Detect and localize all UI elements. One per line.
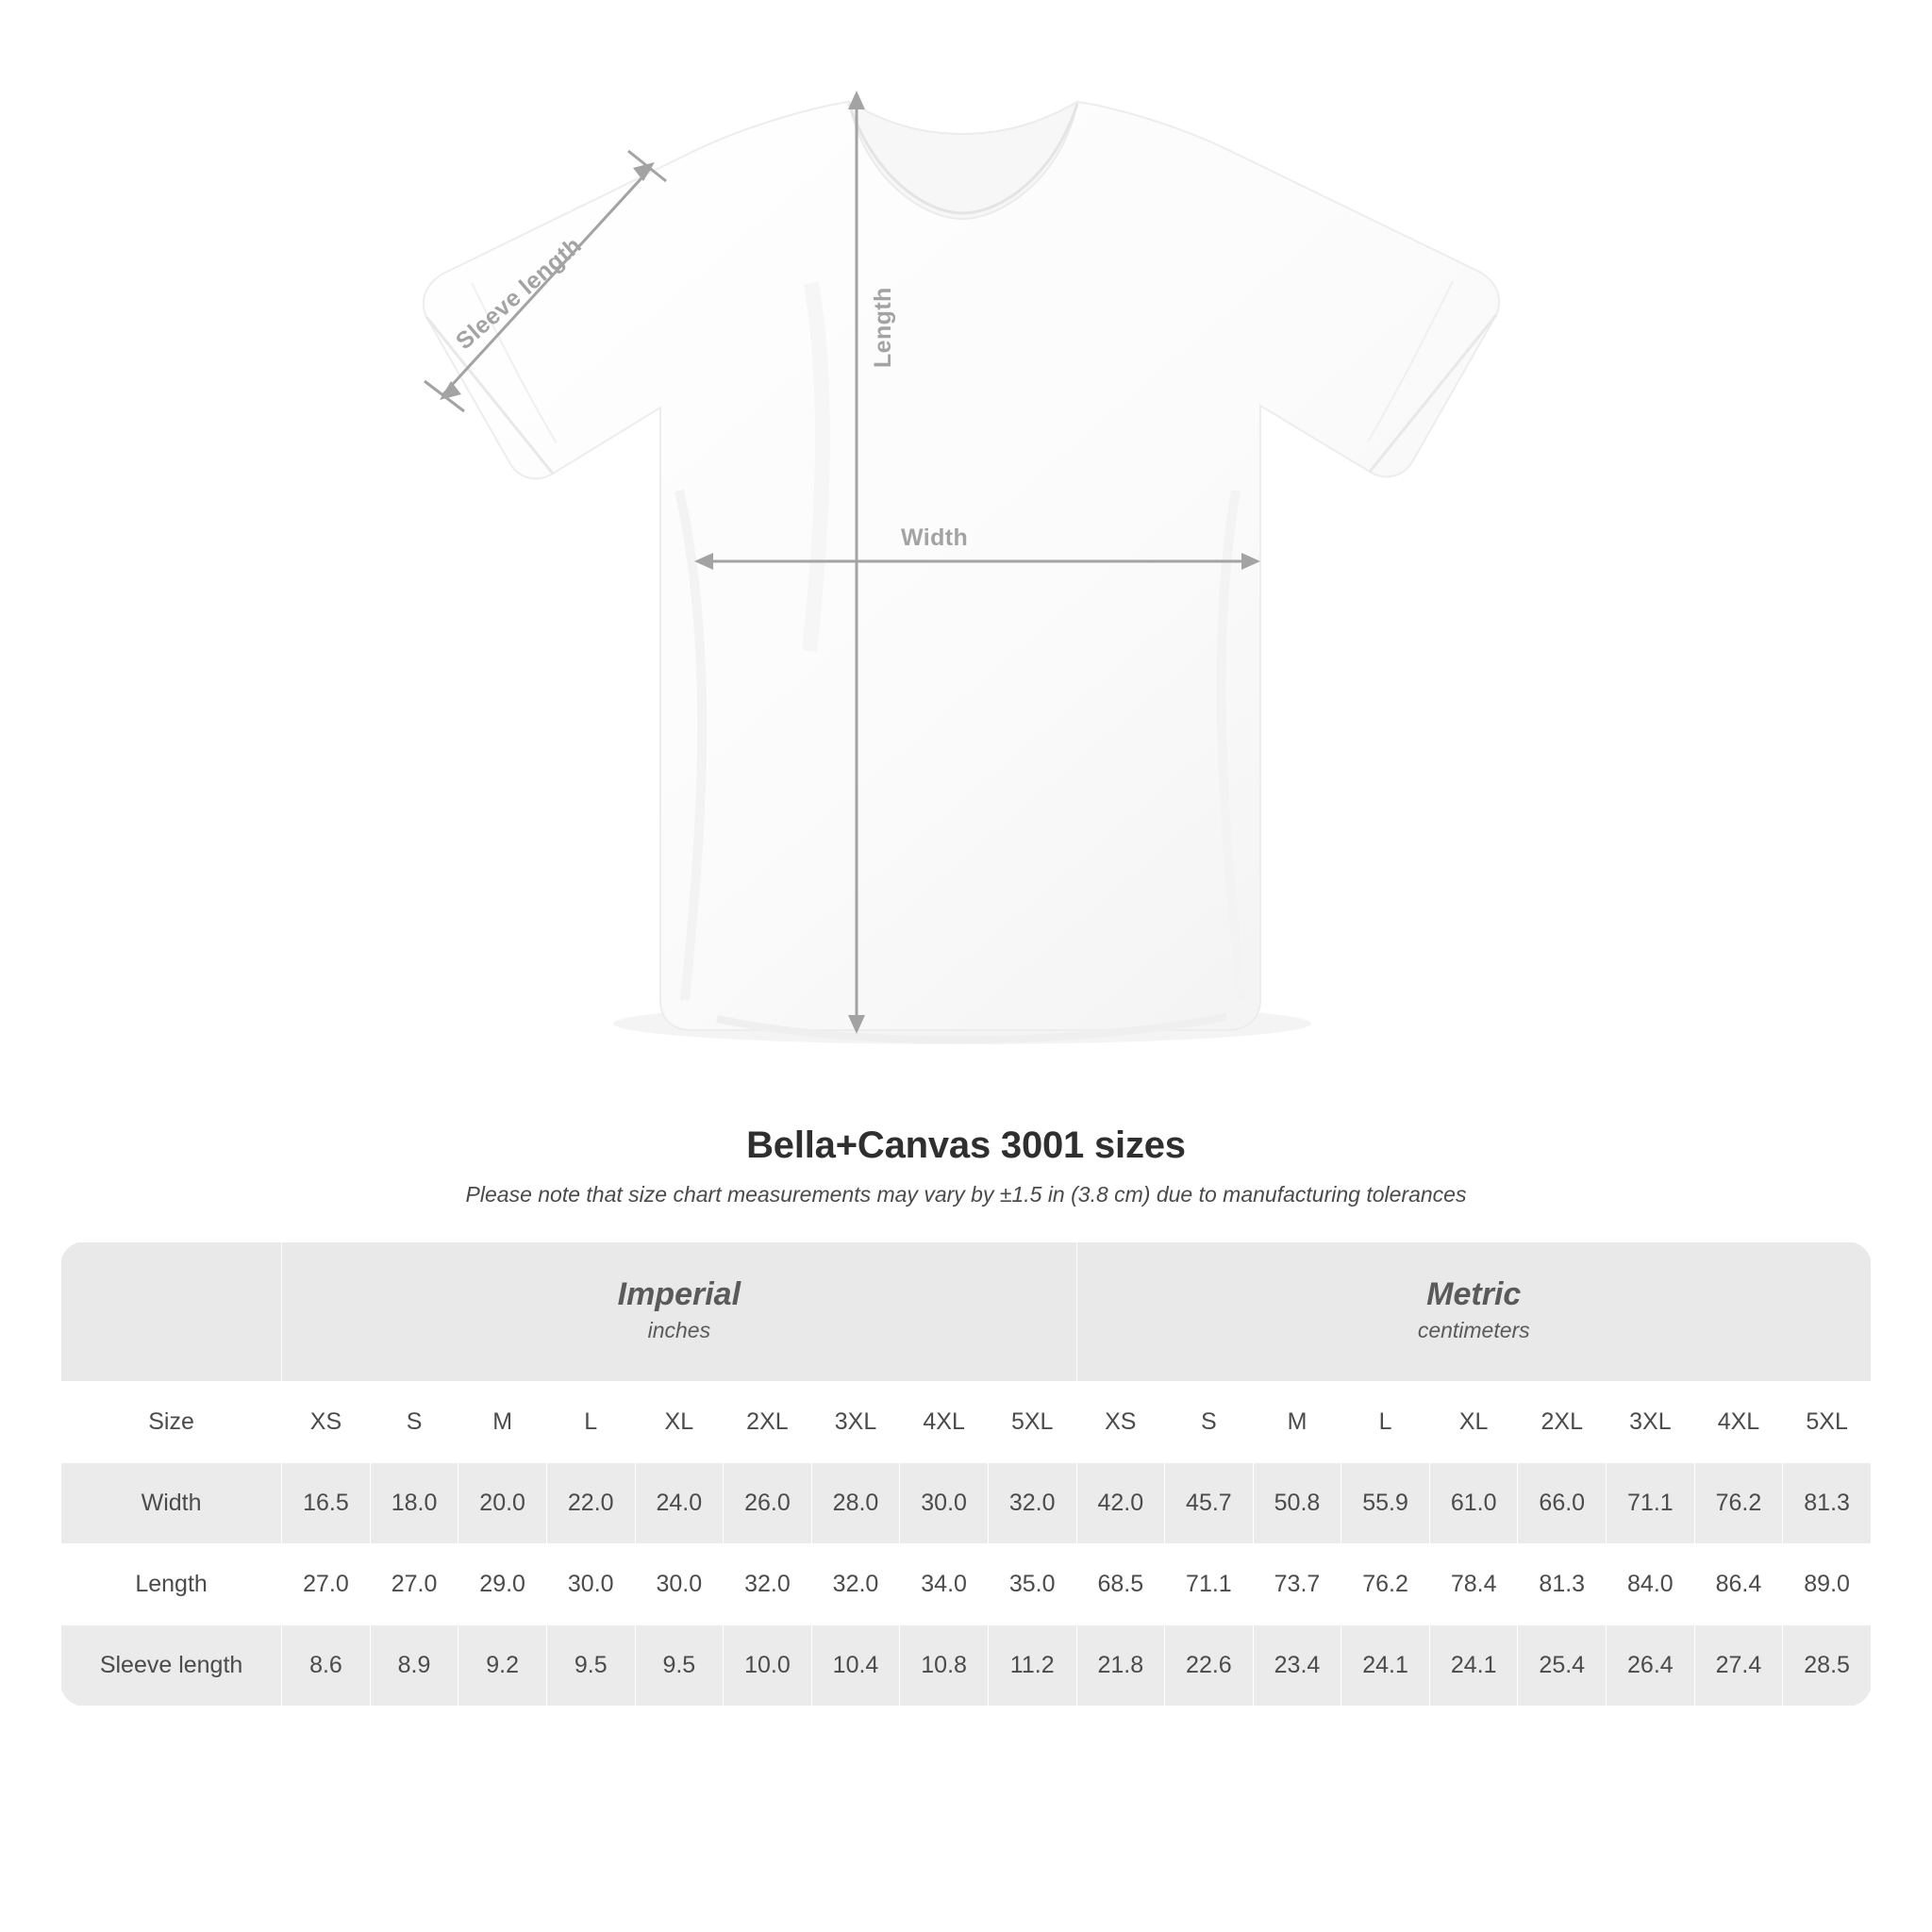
size-header-cell: M (1253, 1382, 1341, 1463)
cell-value: 22.6 (1165, 1625, 1254, 1707)
cell-value: 24.0 (635, 1463, 724, 1544)
size-header-cell: M (458, 1382, 547, 1463)
cell-value: 81.3 (1518, 1544, 1607, 1625)
cell-value: 32.0 (724, 1544, 812, 1625)
cell-value: 18.0 (370, 1463, 458, 1544)
cell-value: 29.0 (458, 1544, 547, 1625)
cell-value: 55.9 (1341, 1463, 1430, 1544)
cell-value: 23.4 (1253, 1625, 1341, 1707)
cell-value: 76.2 (1341, 1544, 1430, 1625)
cell-value: 10.4 (811, 1625, 900, 1707)
row-label-sleeve-length: Sleeve length (61, 1625, 282, 1707)
cell-value: 9.2 (458, 1625, 547, 1707)
table-unit-header-row (61, 1242, 1872, 1382)
size-header-cell: 2XL (1518, 1382, 1607, 1463)
cell-value: 27.0 (282, 1544, 371, 1625)
size-row-label: Size (61, 1382, 282, 1463)
cell-value: 10.0 (724, 1625, 812, 1707)
table-row (61, 1463, 1872, 1544)
title-block (0, 1124, 1932, 1208)
cell-value: 76.2 (1694, 1463, 1783, 1544)
cell-value: 28.5 (1783, 1625, 1872, 1707)
size-header-cell: S (1165, 1382, 1254, 1463)
cell-value: 25.4 (1518, 1625, 1607, 1707)
cell-value: 24.1 (1429, 1625, 1518, 1707)
row-label-length: Length (61, 1544, 282, 1625)
cell-value: 28.0 (811, 1463, 900, 1544)
cell-value: 89.0 (1783, 1544, 1872, 1625)
cell-value: 20.0 (458, 1463, 547, 1544)
size-header-cell: L (546, 1382, 635, 1463)
cell-value: 16.5 (282, 1463, 371, 1544)
cell-value: 71.1 (1607, 1463, 1695, 1544)
size-header-cell: XS (1076, 1382, 1165, 1463)
size-header-cell: XL (1429, 1382, 1518, 1463)
unit-sub-imperial: inches (647, 1317, 711, 1342)
cell-value: 35.0 (988, 1544, 1076, 1625)
size-header-cell: 3XL (1607, 1382, 1695, 1463)
dimension-label-length: Length (870, 287, 896, 368)
dimension-label-width: Width (901, 525, 969, 551)
size-header-cell: 4XL (900, 1382, 989, 1463)
dimension-label-sleeve-length: Sleeve length (451, 231, 587, 356)
cell-value: 24.1 (1341, 1625, 1430, 1707)
cell-value: 21.8 (1076, 1625, 1165, 1707)
unit-name-metric: Metric (1426, 1275, 1522, 1312)
cell-value: 26.4 (1607, 1625, 1695, 1707)
page-title: Bella+Canvas 3001 sizes (746, 1124, 1186, 1166)
cell-value: 34.0 (900, 1544, 989, 1625)
cell-value: 11.2 (988, 1625, 1076, 1707)
table-size-row (61, 1382, 1872, 1463)
unit-sub-metric: centimeters (1417, 1317, 1530, 1342)
cell-value: 86.4 (1694, 1544, 1783, 1625)
cell-value: 8.6 (282, 1625, 371, 1707)
cell-value: 30.0 (635, 1544, 724, 1625)
size-header-cell: L (1341, 1382, 1430, 1463)
cell-value: 8.9 (370, 1625, 458, 1707)
cell-value: 61.0 (1429, 1463, 1518, 1544)
size-header-cell: 5XL (988, 1382, 1076, 1463)
cell-value: 32.0 (988, 1463, 1076, 1544)
unit-header-corner (61, 1242, 282, 1382)
cell-value: 26.0 (724, 1463, 812, 1544)
cell-value: 71.1 (1165, 1544, 1254, 1625)
unit-header-imperial (282, 1242, 1076, 1382)
unit-name-imperial: Imperial (617, 1275, 741, 1312)
cell-value: 9.5 (635, 1625, 724, 1707)
cell-value: 68.5 (1076, 1544, 1165, 1625)
unit-header-metric (1076, 1242, 1872, 1382)
cell-value: 9.5 (546, 1625, 635, 1707)
cell-value: 10.8 (900, 1625, 989, 1707)
cell-value: 50.8 (1253, 1463, 1341, 1544)
size-table-wrapper (60, 1241, 1872, 1707)
row-label-width: Width (61, 1463, 282, 1544)
cell-value: 81.3 (1783, 1463, 1872, 1544)
cell-value: 30.0 (900, 1463, 989, 1544)
cell-value: 73.7 (1253, 1544, 1341, 1625)
size-header-cell: XS (282, 1382, 371, 1463)
size-header-cell: S (370, 1382, 458, 1463)
cell-value: 30.0 (546, 1544, 635, 1625)
table-row (61, 1625, 1872, 1707)
cell-value: 42.0 (1076, 1463, 1165, 1544)
cell-value: 66.0 (1518, 1463, 1607, 1544)
size-header-cell: 4XL (1694, 1382, 1783, 1463)
cell-value: 84.0 (1607, 1544, 1695, 1625)
cell-value: 27.4 (1694, 1625, 1783, 1707)
size-header-cell: XL (635, 1382, 724, 1463)
table-row (61, 1544, 1872, 1625)
tolerance-note: Please note that size chart measurements may vary by ±1.5 in (3.8 cm) due to manufacturing tolerances (465, 1182, 1467, 1207)
size-table (60, 1241, 1872, 1707)
size-header-cell: 2XL (724, 1382, 812, 1463)
size-header-cell: 5XL (1783, 1382, 1872, 1463)
size-header-cell: 3XL (811, 1382, 900, 1463)
cell-value: 27.0 (370, 1544, 458, 1625)
cell-value: 32.0 (811, 1544, 900, 1625)
cell-value: 78.4 (1429, 1544, 1518, 1625)
cell-value: 22.0 (546, 1463, 635, 1544)
cell-value: 45.7 (1165, 1463, 1254, 1544)
